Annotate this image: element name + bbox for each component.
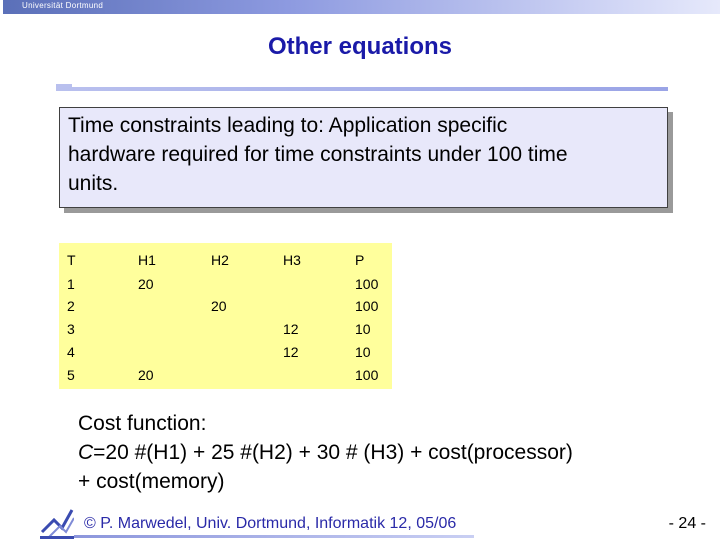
table-cell: 12 bbox=[283, 344, 299, 360]
table-header-h3: H3 bbox=[283, 252, 301, 268]
table-header-p: P bbox=[355, 252, 365, 268]
table-cell: 10 bbox=[355, 344, 371, 360]
slide-title: Other equations bbox=[267, 33, 453, 60]
table-cell: 10 bbox=[355, 321, 371, 337]
cost-function bbox=[78, 409, 698, 496]
cost-line bbox=[78, 438, 698, 467]
table-cell: 20 bbox=[138, 367, 154, 383]
footer-copyright: © P. Marwedel, Univ. Dortmund, Informatik 12, 05/06 bbox=[84, 515, 457, 532]
textbox-line: Time constraints leading to: Application specific bbox=[68, 114, 508, 137]
table-header-h2: H2 bbox=[211, 252, 229, 268]
table-header-h1: H1 bbox=[138, 252, 156, 268]
table-cell: 5 bbox=[67, 367, 75, 383]
table-cell: 1 bbox=[67, 276, 75, 292]
cost-line: Cost function: bbox=[78, 412, 207, 435]
table-cell: 20 bbox=[211, 298, 227, 314]
table-header-t: T bbox=[67, 252, 76, 268]
table-cell: 20 bbox=[138, 276, 154, 292]
title-rule bbox=[56, 87, 668, 91]
table-cell: 100 bbox=[355, 367, 379, 383]
table-cell: 2 bbox=[67, 298, 75, 314]
footer-rule bbox=[74, 535, 474, 538]
table-cell: 100 bbox=[355, 298, 379, 314]
table-cell: 100 bbox=[355, 276, 379, 292]
textbox-line: hardware required for time constraints under 100 time bbox=[68, 143, 568, 166]
data-table bbox=[59, 243, 392, 389]
header-bar bbox=[0, 0, 720, 14]
university-name: Universität Dortmund bbox=[22, 1, 104, 10]
textbox-line: units. bbox=[68, 172, 119, 195]
table-cell: 4 bbox=[67, 344, 75, 360]
cost-variable: C bbox=[78, 441, 94, 464]
constraint-textbox bbox=[59, 107, 668, 208]
cost-line: + cost(memory) bbox=[78, 470, 225, 493]
page-number: - 24 - bbox=[668, 515, 706, 532]
cost-formula: =20 #(H1) + 25 #(H2) + 30 # (H3) + cost(processor) bbox=[93, 441, 573, 464]
corner-decoration bbox=[0, 0, 10, 18]
table-cell: 3 bbox=[67, 321, 75, 337]
university-logo-icon bbox=[40, 506, 74, 540]
table-cell: 12 bbox=[283, 321, 299, 337]
